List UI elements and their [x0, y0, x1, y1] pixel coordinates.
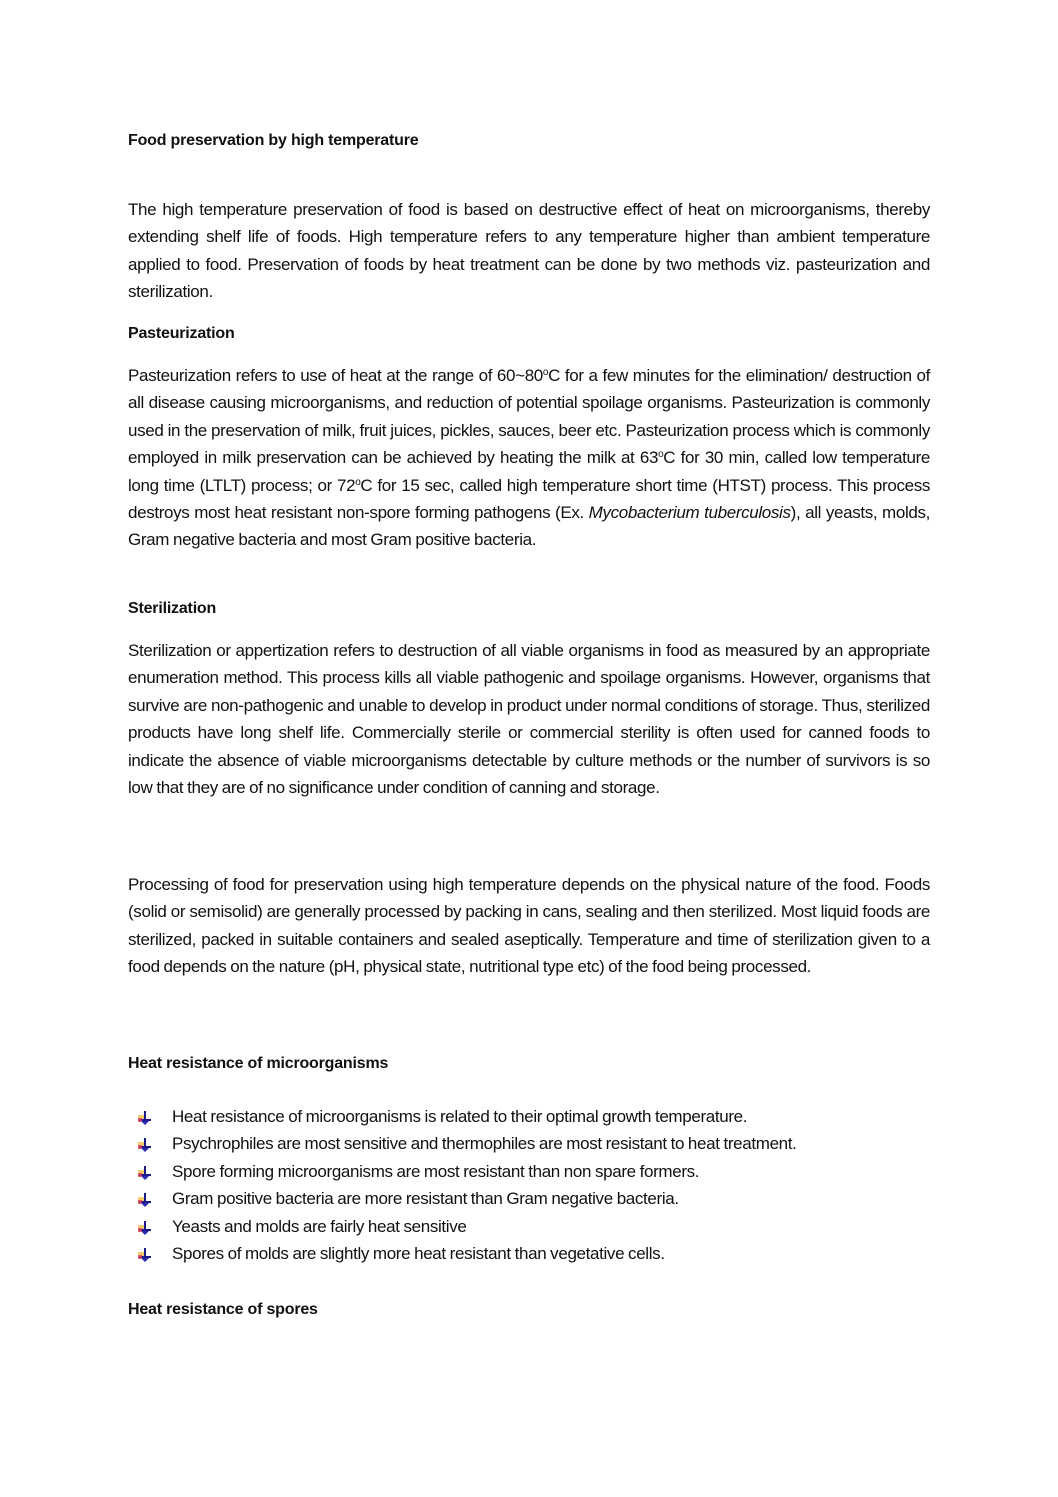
list-item: Gram positive bacteria are more resistant than Gram negative bacteria.	[128, 1185, 797, 1212]
down-arrow-bullet-icon	[138, 1221, 152, 1235]
sterilization-paragraph: Sterilization or appertization refers to destruction of all viable organisms in food as measured by an appropriate enumeration method. This process kills all viable pathogenic and spoilage organisms. However, organisms that survive are non-pathogenic and unable to develop in product under normal conditions of storage. Thus, sterilized products have long shelf life. Commercially sterile or commercial sterility is often used for canned foods to indicate the absence of viable microorganisms detectable by culture methods or the number of survivors is so low that they are of no significance under condition of canning and storage.	[128, 641, 930, 798]
heat-resistance-spores-heading: Heat resistance of spores	[128, 1301, 318, 1318]
species-name: Mycobacterium tuberculosis	[588, 503, 791, 523]
down-arrow-bullet-icon	[138, 1248, 152, 1262]
intro-paragraph: The high temperature preservation of food is based on destructive effect of heat on microorganisms, thereby extending shelf life of foods. High temperature refers to any temperature higher than ambient temperature applied to food. Preservation of foods by heat treatment can be done by two methods viz. pasteurization and sterilization.	[128, 200, 930, 302]
processing-paragraph: Processing of food for preservation using high temperature depends on the physical nature of the food. Foods (solid or semisolid) are generally processed by packing in cans, sealing and then sterilized. Most liquid foods are sterilized, packed in suitable containers and sealed aseptically. Temperature and time of sterilization given to a food depends on the nature (pH, physical state, nutritional type etc) of the food being processed.	[128, 875, 930, 977]
pasteurization-paragraph: Pasteurization refers to use of heat at the range of 60~80$^o$C for a few minutes for the elimination/ destruction of all disease causing microorganisms, and reduction of potential spoilage organisms. Pasteurization is commonly used in the preservation of milk, fruit juices, pickles, sauces, beer etc. Pasteurization process which is commonly employed in milk preservation can be achieved by heating the milk at 63$^o$C for 30 min, called low temperature long time (LTLT) process; or 72$^o$C for 15 sec, called high temperature short time (HTST) process. This process destroys most heat resistant non-spore forming pathogens (Ex. Mycobacterium tuberculosis), all yeasts, molds, Gram negative bacteria and most Gram positive bacteria.	[128, 366, 931, 550]
sterilization-heading: Sterilization	[128, 600, 217, 617]
degree-symbol: o	[355, 476, 361, 488]
down-arrow-bullet-icon	[138, 1111, 152, 1125]
heat-resistance-list	[128, 1103, 797, 1267]
pasteurization-heading: Pasteurization	[128, 325, 235, 342]
document-title: Food preservation by high temperature	[128, 132, 419, 149]
list-item: Spore forming microorganisms are most resistant than non spare formers.	[128, 1158, 797, 1185]
degree-symbol: o	[658, 449, 664, 461]
down-arrow-bullet-icon	[138, 1193, 152, 1207]
heat-resistance-microorganisms-heading: Heat resistance of microorganisms	[128, 1055, 389, 1072]
list-item: Psychrophiles are most sensitive and thermophiles are most resistant to heat treatment.	[128, 1130, 797, 1157]
down-arrow-bullet-icon	[138, 1166, 152, 1180]
list-item: Yeasts and molds are fairly heat sensitive	[128, 1213, 797, 1240]
list-item: Heat resistance of microorganisms is related to their optimal growth temperature.	[128, 1103, 797, 1130]
list-item: Spores of molds are slightly more heat resistant than vegetative cells.	[128, 1240, 797, 1267]
down-arrow-bullet-icon	[138, 1138, 152, 1152]
degree-symbol: o	[542, 367, 549, 378]
